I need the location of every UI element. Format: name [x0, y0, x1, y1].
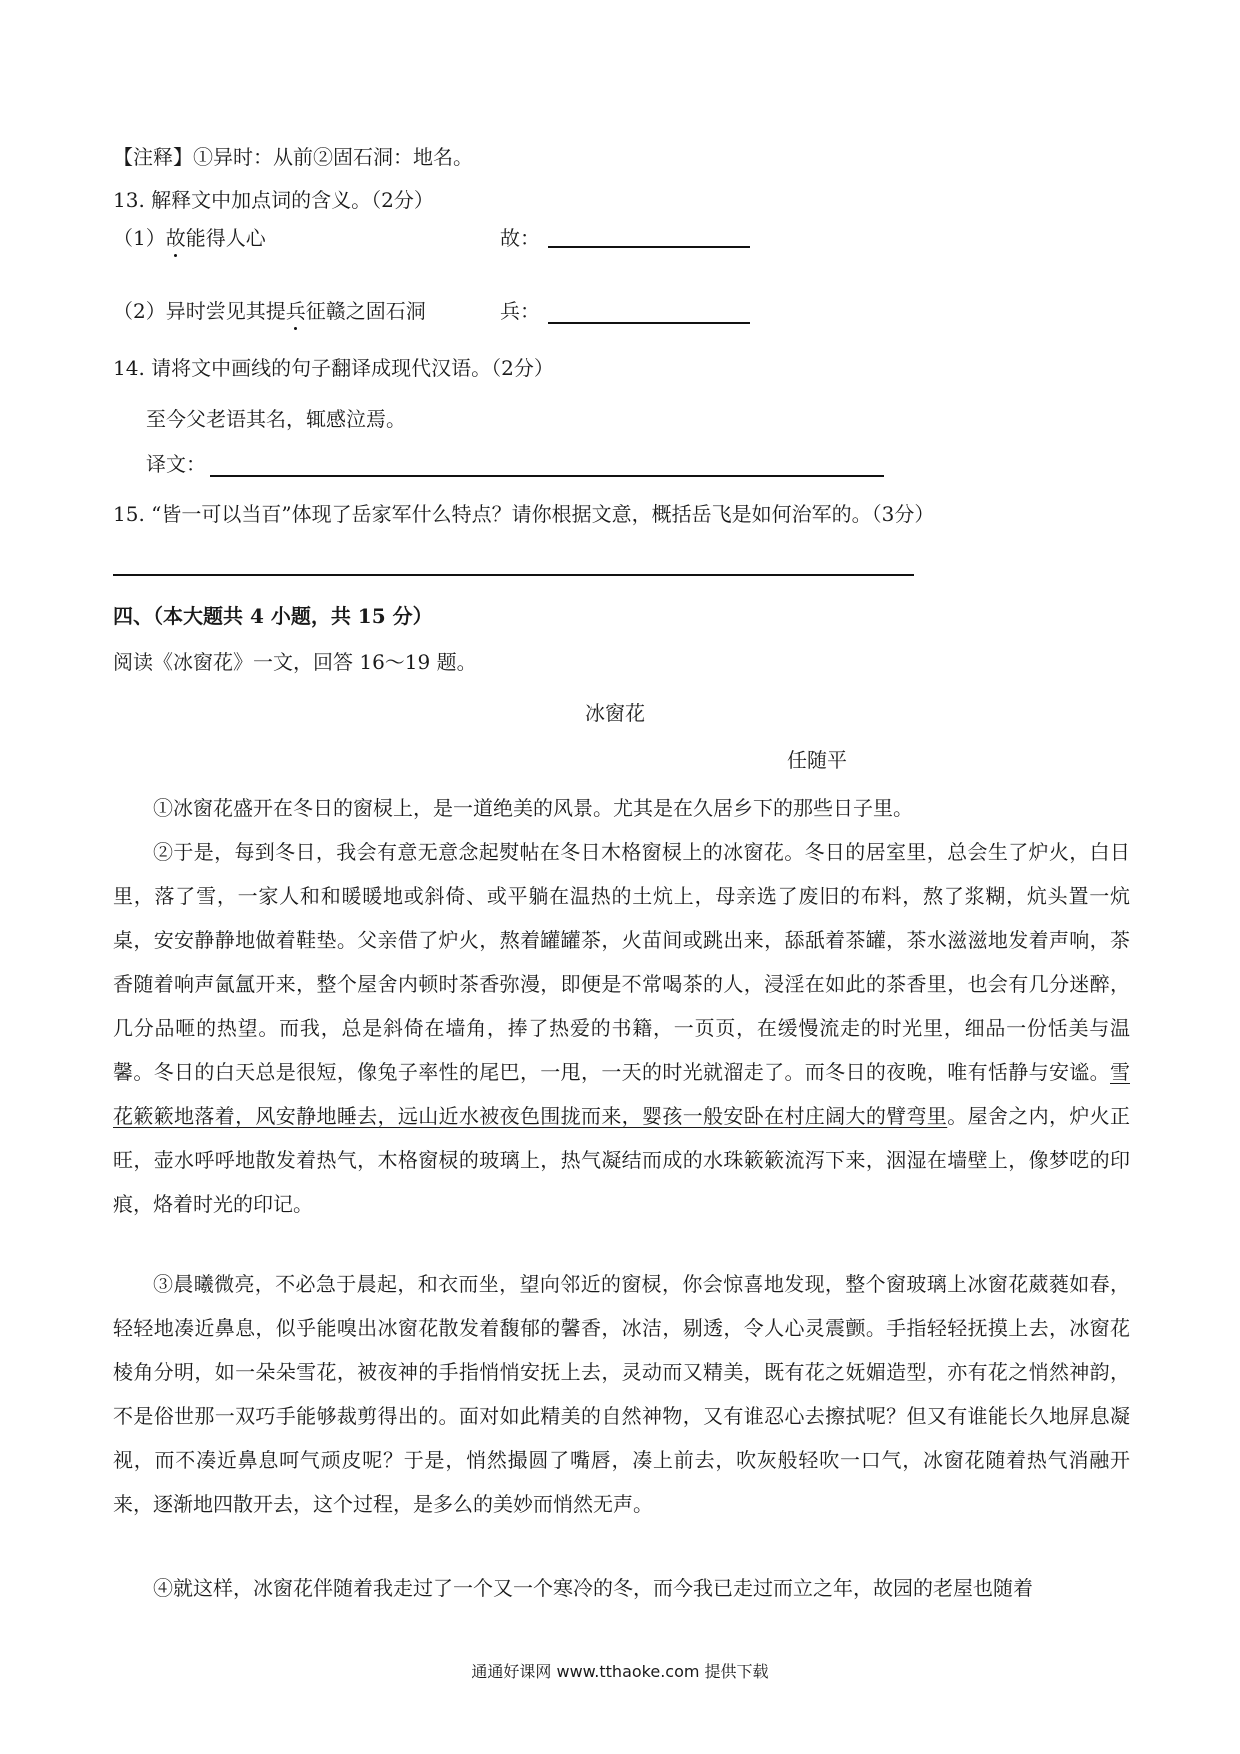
q13-item1-answer-blank[interactable] [548, 246, 750, 248]
q13-item1-label: 故： [500, 226, 540, 250]
notes-text: 【注释】①异时：从前②固石洞：地名。 [113, 145, 473, 169]
q13-item2-label: 兵： [500, 299, 540, 323]
q13-item1-dotted-char: 故 [165, 226, 186, 250]
q15-answer-blank[interactable] [113, 574, 914, 576]
paragraph-2-underlined-sentence: 雪花簌簌地落着，风安静地睡去，远山近水被夜色围拢而来，婴孩一般安卧在村庄阔大的臂弯里 [113, 1060, 1130, 1128]
q13-prompt: 13. 解释文中加点词的含义。（2分） [113, 188, 434, 212]
q13-item1-rest: 能得人心 [185, 226, 266, 250]
page-footer: 通通好课网 www.tthaoke.com 提供下载 [471, 1662, 769, 1681]
q14-answer-blank[interactable] [210, 475, 884, 477]
q13-item2-rest: 征赣之固石洞 [305, 299, 426, 323]
q13-item1-prefix: （1） [113, 226, 166, 250]
section4-heading: 四、（本大题共 4 小题，共 15 分） [113, 604, 433, 628]
paragraph-2-text-b: 。屋舍之内，炉火正旺，壶水呼呼地散发着热气，木格窗棂的玻璃上，热气凝结而成的水珠簌簌流泻下来，洇湿在墙壁上，像梦呓的印痕，烙着时光的印记。 [113, 1104, 1131, 1216]
article-title: 冰窗花 [585, 701, 645, 725]
paragraph-2-text-a: ②于是，每到冬日，我会有意无意念起熨帖在冬日木格窗棂上的冰窗花。冬日的居室里，总会生了炉火，白日里，落了雪，一家人和和暖暖地或斜倚、或平躺在温热的土炕上，母亲选了废旧的布料，熬了浆糊，炕头置一炕桌，安安静静地做着鞋垫。父亲借了炉火，熬着罐罐茶，火苗间或跳出来，舔舐着茶罐，茶水滋滋地发着声响，茶香随着响声氤氲开来，整个屋舍内顿时茶香弥漫，即便是不常喝茶的人，浸淫在如此的茶香里，也会有几分迷醉，几分品咂的热望。而我，总是斜倚在墙角，捧了热爱的书籍，一页页，在缓慢流走的时光里，细品一份恬美与温馨。冬日的白天总是很短，像兔子率性的尾巴，一甩，一天的时光就溜走了。而冬日的夜晚，唯有恬静与安谧。 [113, 840, 1130, 1084]
q15-prompt: 15. “皆一可以当百”体现了岳家军什么特点？请你根据文意，概括岳飞是如何治军的。（3分） [113, 502, 935, 526]
paragraph-1: ①冰窗花盛开在冬日的窗棂上，是一道绝美的风景。尤其是在久居乡下的那些日子里。 [153, 796, 913, 820]
section4-instruction: 阅读《冰窗花》一文，回答 16～19 题。 [113, 650, 477, 674]
q14-answer-label: 译文： [146, 452, 206, 476]
paragraph-3: ③晨曦微亮，不必急于晨起，和衣而坐，望向邻近的窗棂，你会惊喜地发现，整个窗玻璃上冰窗花葳蕤如春，轻轻地凑近鼻息，似乎能嗅出冰窗花散发着馥郁的馨香，冰洁，剔透，令人心灵震颤。手指轻轻抚摸上去，冰窗花棱角分明，如一朵朵雪花，被夜神的手指悄悄安抚上去，灵动而又精美，既有花之妩媚造型，亦有花之悄然神韵，不是俗世那一双巧手能够裁剪得出的。面对如此精美的自然神物，又有谁忍心去擦拭呢？但又有谁能长久地屏息凝视，而不凑近鼻息呵气顽皮呢？于是，悄然撮圆了嘴唇，凑上前去，吹灰般轻吹一口气，冰窗花随着热气消融开来，逐渐地四散开去，这个过程，是多么的美妙而悄然无声。 [113, 1272, 1130, 1516]
q14-prompt: 14. 请将文中画线的句子翻译成现代汉语。（2分） [113, 356, 554, 380]
article-author: 任随平 [787, 748, 847, 772]
q13-item2-answer-blank[interactable] [548, 322, 750, 324]
q13-item1 [113, 224, 266, 252]
q14-sentence: 至今父老语其名，辄感泣焉。 [146, 407, 406, 431]
q13-item2-dotted-char: 兵 [285, 299, 306, 323]
paragraph-2 [113, 830, 1130, 1226]
paragraph-4: ④就这样，冰窗花伴随着我走过了一个又一个寒冷的冬，而今我已走过而立之年，故园的老屋也随着 [153, 1576, 1033, 1600]
q13-item2-prefix: （2）异时尝见其提 [113, 299, 286, 323]
q13-item2 [113, 297, 426, 325]
